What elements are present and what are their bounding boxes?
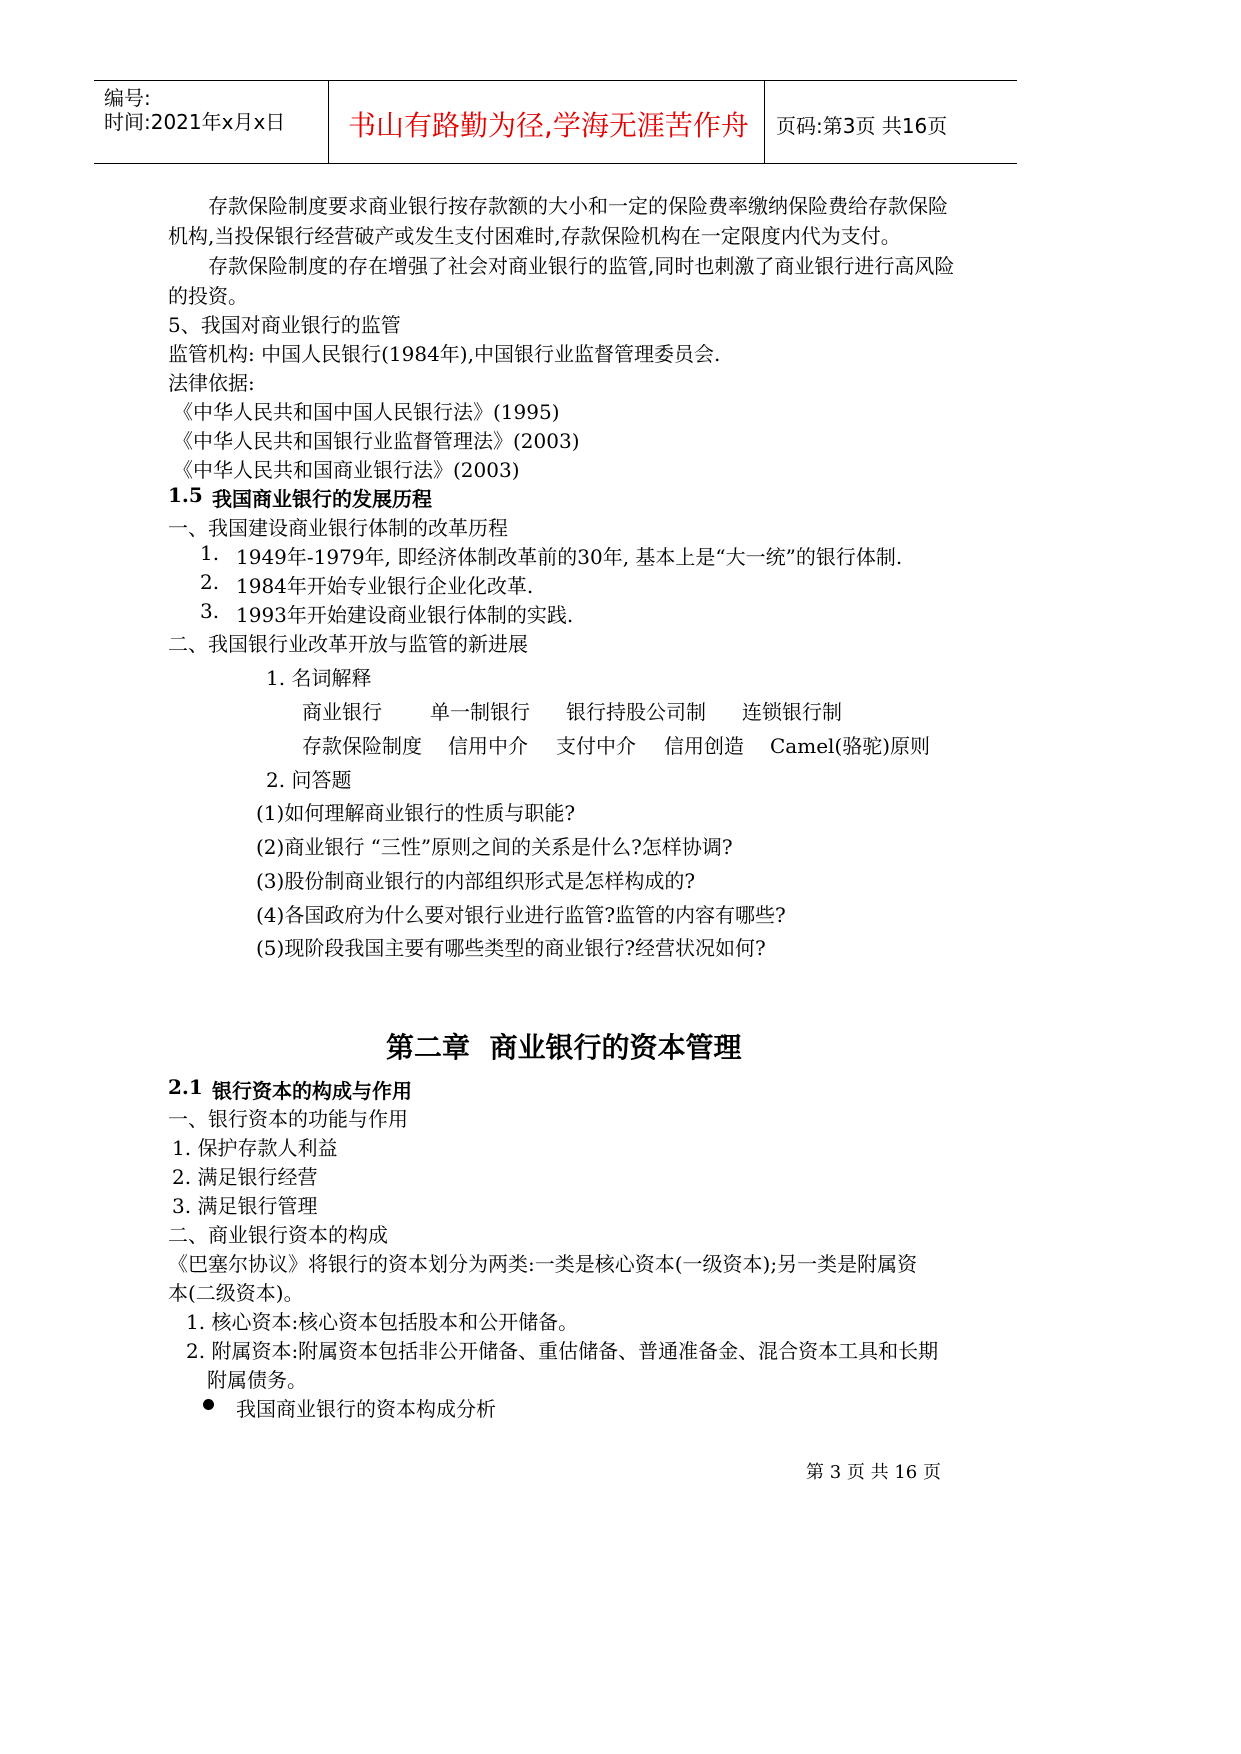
part-title: 一、银行资本的功能与作用: [168, 1107, 408, 1131]
part-title: 一、我国建设商业银行体制的改革历程: [168, 516, 508, 540]
footer-page-number: 第 3 页 共 16 页: [806, 1462, 941, 1483]
term-item: 商业银行: [302, 700, 382, 724]
law-item: 《中华人民共和国商业银行法》(2003): [173, 458, 520, 482]
list-item-number: 2.: [200, 570, 220, 594]
law-item: 《中华人民共和国中国人民银行法》(1995): [173, 400, 560, 424]
list-item-text: 1949年-1979年, 即经济体制改革前的30年, 基本上是“大一统”的银行体制.: [236, 545, 903, 569]
list-item-text: 1993年开始建设商业银行体制的实践.: [236, 603, 574, 627]
header-top-border: [94, 80, 1017, 81]
section-5-title: 5、我国对商业银行的监管: [168, 313, 401, 337]
term-item: Camel(骆驼)原则: [770, 734, 931, 758]
term-item: 存款保险制度: [302, 734, 422, 758]
capital-item: 1. 核心资本:核心资本包括股本和公开储备。: [186, 1310, 579, 1334]
list-item-number: 1.: [200, 541, 220, 565]
question-item: (5)现阶段我国主要有哪些类型的商业银行?经营状况如何?: [256, 936, 766, 960]
term-item: 信用中介: [448, 734, 528, 758]
section-heading: 银行资本的构成与作用: [212, 1079, 412, 1103]
function-item: 3. 满足银行管理: [172, 1194, 318, 1218]
question-item: (3)股份制商业银行的内部组织形式是怎样构成的?: [256, 869, 696, 893]
paragraph-line: 存款保险制度要求商业银行按存款额的大小和一定的保险费率缴纳保险费给存款保险: [208, 194, 948, 218]
paragraph-line: 的投资。: [168, 284, 248, 308]
capital-item-continuation: 附属债务。: [207, 1368, 307, 1392]
header-motto: 书山有路勤为径,学海无涯苦作舟: [348, 109, 749, 142]
header-divider-left: [328, 80, 329, 164]
term-item: 信用创造: [664, 734, 744, 758]
section-heading: 我国商业银行的发展历程: [212, 487, 432, 511]
bullet-icon: [203, 1399, 214, 1410]
terms-title: 1. 名词解释: [266, 666, 372, 690]
header-divider-right: [764, 80, 765, 164]
supervisor-line: 监管机构: 中国人民银行(1984年),中国银行业监督管理委员会.: [168, 342, 721, 366]
term-item: 支付中介: [556, 734, 636, 758]
question-item: (4)各国政府为什么要对银行业进行监管?监管的内容有哪些?: [256, 903, 786, 927]
law-basis-label: 法律依据:: [168, 371, 255, 395]
paragraph-line: 机构,当投保银行经营破产或发生支付困难时,存款保险机构在一定限度内代为支付。: [168, 224, 901, 248]
law-item: 《中华人民共和国银行业监督管理法》(2003): [173, 429, 580, 453]
part-title: 二、商业银行资本的构成: [168, 1223, 388, 1247]
question-item: (1)如何理解商业银行的性质与职能?: [256, 801, 576, 825]
function-item: 1. 保护存款人利益: [172, 1136, 338, 1160]
paragraph-line: 本(二级资本)。: [168, 1281, 304, 1305]
term-item: 银行持股公司制: [566, 700, 706, 724]
question-item: (2)商业银行 “三性”原则之间的关系是什么?怎样协调?: [256, 835, 733, 859]
bullet-item: 我国商业银行的资本构成分析: [236, 1397, 496, 1421]
header-page-info: 页码:第3页 共16页: [776, 114, 948, 138]
section-heading-number: 2.1: [168, 1075, 203, 1099]
chapter-title: 第二章 商业银行的资本管理: [386, 1031, 742, 1064]
list-item-number: 3.: [200, 599, 220, 623]
section-heading-number: 1.5: [168, 483, 203, 507]
list-item-text: 1984年开始专业银行企业化改革.: [236, 574, 534, 598]
header-bottom-border: [94, 163, 1017, 164]
capital-item: 2. 附属资本:附属资本包括非公开储备、重估储备、普通准备金、混合资本工具和长期: [186, 1339, 939, 1363]
function-item: 2. 满足银行经营: [172, 1165, 318, 1189]
header-time-label: 时间:2021年x月x日: [104, 110, 286, 134]
qa-title: 2. 问答题: [266, 768, 352, 792]
paragraph-line: 存款保险制度的存在增强了社会对商业银行的监管,同时也刺激了商业银行进行高风险: [208, 254, 955, 278]
paragraph-line: 《巴塞尔协议》将银行的资本划分为两类:一类是核心资本(一级资本);另一类是附属资: [168, 1252, 918, 1276]
term-item: 连锁银行制: [742, 700, 842, 724]
term-item: 单一制银行: [430, 700, 530, 724]
part-title: 二、我国银行业改革开放与监管的新进展: [168, 632, 528, 656]
header-number-label: 编号:: [104, 86, 151, 110]
